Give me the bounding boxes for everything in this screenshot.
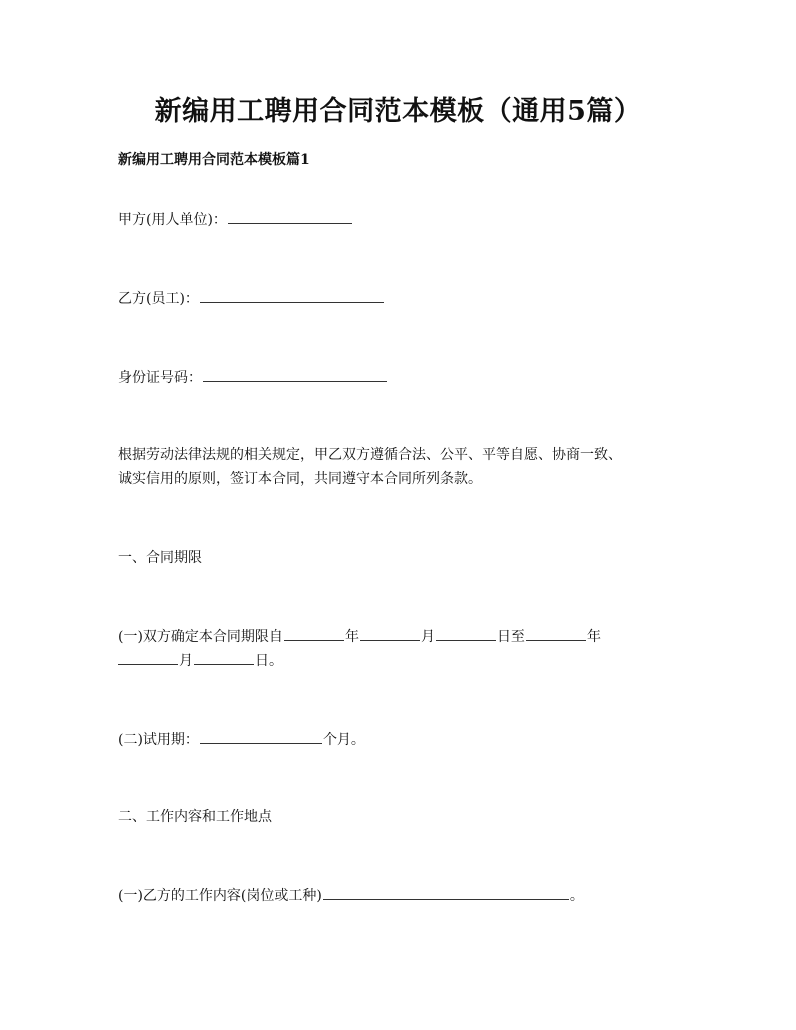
term-prefix: (一)双方确定本合同期限自 <box>118 629 283 645</box>
id-number-label: 身份证号码： <box>118 370 202 386</box>
intro-paragraph-line-2: 诚实信用的原则，签订本合同，共同遵守本合同所列条款。 <box>118 471 482 487</box>
intro-paragraph-line-1: 根据劳动法律法规的相关规定，甲乙双方遵循合法、公平、平等自愿、协商一致、 <box>118 447 622 463</box>
section-title: 新编用工聘用合同范本模板篇1 <box>118 152 310 168</box>
start-day-blank[interactable] <box>436 626 496 641</box>
probation-line <box>118 729 365 751</box>
end-day-blank[interactable] <box>194 650 254 665</box>
id-number-line <box>118 367 388 389</box>
probation-blank[interactable] <box>200 729 322 744</box>
term-line-1 <box>118 626 601 648</box>
day-to-label: 日至 <box>496 629 525 645</box>
party-b-blank[interactable] <box>200 288 384 303</box>
end-year-label: 年 <box>586 629 601 645</box>
party-a-blank[interactable] <box>228 209 352 224</box>
end-month-label: 月 <box>179 653 193 669</box>
party-a-label: 甲方(用人单位)： <box>118 212 227 228</box>
party-b-line <box>118 288 385 310</box>
end-month-blank[interactable] <box>118 650 178 665</box>
start-year-blank[interactable] <box>284 626 344 641</box>
job-content-blank[interactable] <box>323 885 569 900</box>
document-title: 新编用工聘用合同范本模板（通用5篇） <box>154 96 642 127</box>
term-line-2 <box>118 650 283 672</box>
job-content-suffix: 。 <box>569 888 584 904</box>
job-content-line <box>118 885 584 907</box>
party-b-label: 乙方(员工)： <box>118 291 199 307</box>
end-year-blank[interactable] <box>526 626 586 641</box>
year-label: 年 <box>344 629 359 645</box>
id-number-blank[interactable] <box>203 367 387 382</box>
heading-job-content: 二、工作内容和工作地点 <box>118 809 272 825</box>
heading-contract-term: 一、合同期限 <box>118 550 202 566</box>
day-end-label: 日。 <box>255 653 283 669</box>
job-content-prefix: (一)乙方的工作内容(岗位或工种) <box>118 888 322 904</box>
month-label: 月 <box>420 629 435 645</box>
probation-prefix: (二)试用期： <box>118 732 199 748</box>
start-month-blank[interactable] <box>360 626 420 641</box>
party-a-line <box>118 209 353 231</box>
probation-suffix: 个月。 <box>322 732 365 748</box>
